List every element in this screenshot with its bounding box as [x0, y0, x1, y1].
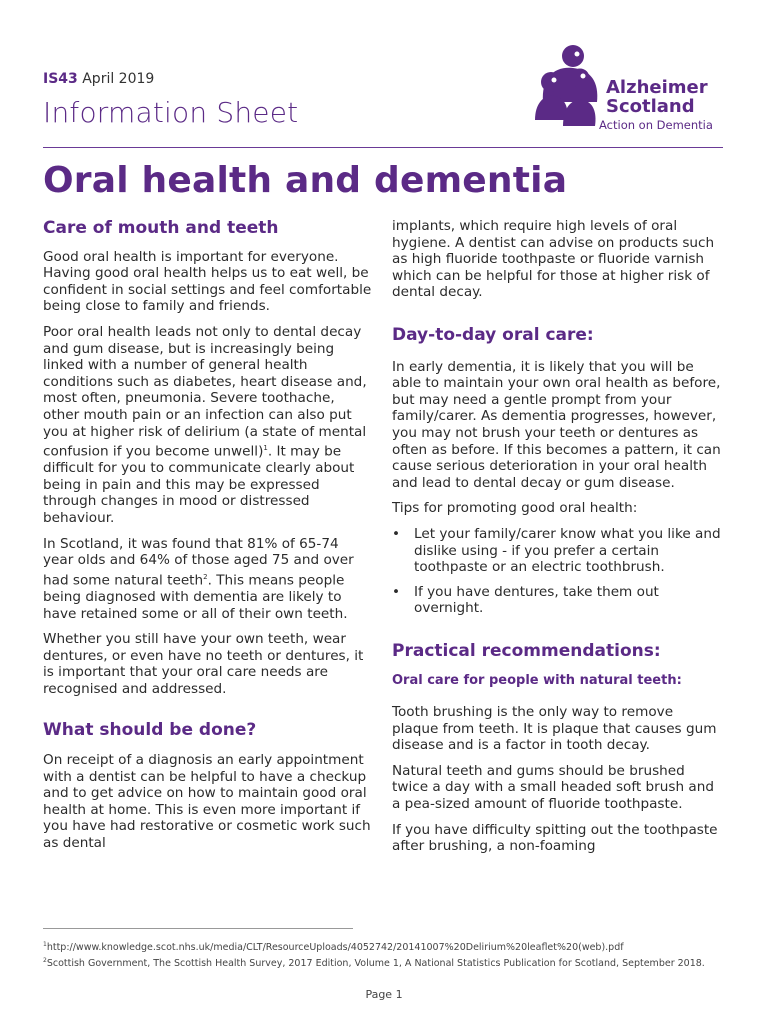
paragraph: In early dementia, it is likely that you will be able to maintain your own oral health as before, but may need a gentle prompt from your family/carer. As dementia progresses, however, you may not brush your teeth or dentures as often as before. If this becomes a pattern, it can cause serious deterioration in your oral health and lead to dental decay or gum disease. — [392, 358, 721, 491]
paragraph — [43, 324, 373, 527]
paragraph: Tooth brushing is the only way to remove plaque from teeth. It is plaque that causes gum disease and is a factor in tooth decay. — [392, 704, 717, 754]
sheet-type: Information Sheet — [43, 96, 299, 129]
paragraph: If you have difficulty spitting out the toothpaste after brushing, a non-foaming — [392, 821, 718, 855]
list-item: • If you have dentures, take them out overnight. — [392, 584, 722, 617]
paragraph: Whether you still have your own teeth, wear dentures, or even have no teeth or dentures, it is important that your oral care needs are recognised and addressed. — [43, 631, 364, 697]
footnote-text: Scottish Government, The Scottish Health Survey, 2017 Edition, Volume 1, A National Statistics Publication for Scotland, September 2018. — [46, 958, 705, 970]
heading-what-should-be-done: What should be done? — [43, 719, 257, 740]
sheet-code: IS43 — [43, 71, 78, 87]
footnote-text: http://www.knowledge.scot.nhs.uk/media/CLT/ResourceUploads/4052742/20141007%20Delirium%20leaflet%20(web).pdf — [46, 942, 624, 954]
heading-day-to-day: Day-to-day oral care: — [392, 324, 594, 345]
footnote-2 — [43, 954, 723, 970]
paragraph: Tips for promoting good oral health: — [392, 500, 638, 517]
logo-name-line1: Alzheimer — [606, 77, 708, 98]
subheading-natural-teeth: Oral care for people with natural teeth: — [392, 673, 682, 689]
paragraph — [43, 536, 373, 623]
paragraph-text: In Scotland, it was found that 81% of 65-74 year olds and 64% of those aged 75 and over had some natural teeth — [43, 535, 354, 589]
paragraph: Good oral health is important for everyone. Having good oral health helps us to eat well, be confident in social settings and feel comfortable being close to family and friends. — [43, 248, 372, 315]
footnote-number: 1 — [43, 941, 47, 948]
logo-wordmark — [606, 78, 708, 116]
left-column — [43, 220, 373, 861]
right-column — [392, 218, 722, 864]
paragraph-text: Poor oral health leads not only to dental decay and gum disease, but is increasingly being linked with a number of general health conditions such as diabetes, heart disease and, most often, pneumonia. Severe toothache, other mouth pain or an infection can also put you at higher risk of delirium (a state of mental confusion if you become unwell) — [43, 323, 367, 460]
sheet-code-line — [43, 71, 154, 87]
list-item: • Let your family/carer know what you like and dislike using - if you prefer a certain toothpaste or an electric toothbrush. — [392, 526, 722, 576]
header-divider — [43, 147, 723, 148]
page-number: Page 1 — [365, 988, 403, 1001]
tips-list — [392, 526, 722, 617]
footnote-divider — [43, 928, 353, 929]
footnotes — [43, 938, 723, 970]
footnote-number: 2 — [43, 957, 47, 965]
footnote-1 — [43, 938, 723, 954]
heading-practical-recommendations: Practical recommendations: — [392, 640, 661, 661]
logo-tagline: Action on Dementia — [599, 118, 713, 132]
footnote-ref: 1 — [263, 444, 268, 453]
paragraph: Natural teeth and gums should be brushed twice a day with a small headed soft brush and a pea-sized amount of fluoride toothpaste. — [392, 762, 714, 813]
page-title: Oral health and dementia — [43, 160, 568, 201]
sheet-date: April 2019 — [82, 71, 155, 87]
paragraph: On receipt of a diagnosis an early appointment with a dentist can be helpful to have a checkup and to get advice on how to maintain good oral health at home. This is even more important if you have had restorative or cosmetic work such as dental — [43, 752, 371, 852]
paragraph-text: . It may be difficult for you to communicate clearly about being in pain and this may be expressed through changes in mood or distressed behaviour. — [43, 443, 355, 527]
paragraph: implants, which require high levels of oral hygiene. A dentist can advise on products such as high fluoride toothpaste or fluoride varnish which can be helpful for those at higher risk of dental decay. — [392, 218, 715, 301]
footnote-ref: 2 — [203, 572, 208, 581]
heading-care-of-mouth: Care of mouth and teeth — [43, 218, 279, 238]
paragraph-text: . This means people being diagnosed with dementia are likely to have retained some or all of their own teeth. — [43, 572, 348, 622]
logo-name-line2: Scotland — [606, 96, 695, 117]
